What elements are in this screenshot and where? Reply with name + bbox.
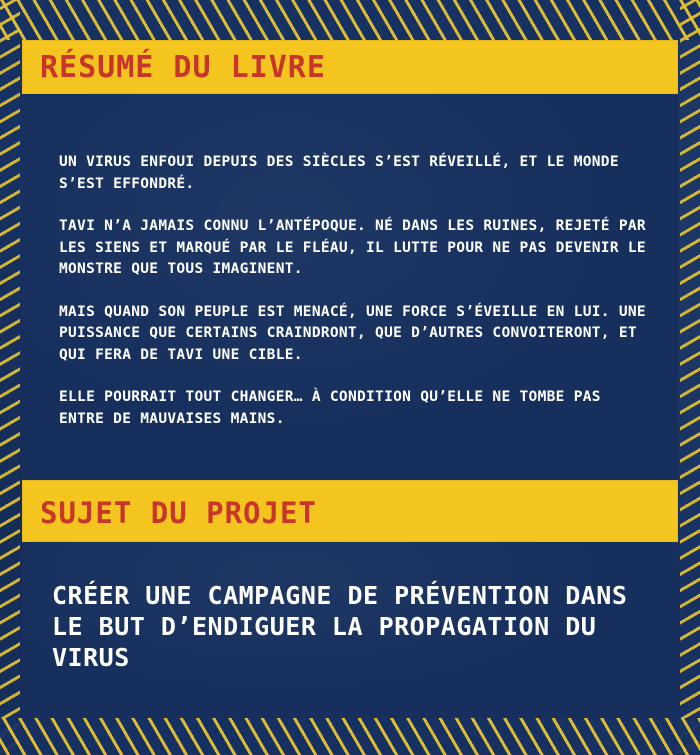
project-subject-header	[22, 480, 678, 542]
decorative-border-left	[0, 0, 20, 755]
project-subject-title: SUJET DU PROJET	[40, 496, 317, 530]
summary-paragraph: MAIS QUAND SON PEUPLE EST MENACÉ, UNE FORCE S’ÉVEILLE EN LUI. UNE PUISSANCE QUE CERTAINS CRAINDRONT, QUE D’AUTRES CONVOITERONT, ET QUI FERA DE TAVI UNE CIBLE.	[59, 303, 646, 363]
summary-paragraph: TAVI N’A JAMAIS CONNU L’ANTÉPOQUE. NÉ DANS LES RUINES, REJETÉ PAR LES SIENS ET MARQUÉ PAR LE FLÉAU, IL LUTTE POUR NE PAS DEVENIR LE MONSTRE QUE TOUS IMAGINENT.	[59, 218, 646, 277]
summary-paragraph: UN VIRUS ENFOUI DEPUIS DES SIÈCLES S’EST RÉVEILLÉ, ET LE MONDE S’EST EFFONDRÉ.	[59, 154, 619, 192]
project-subject-text: CRÉER UNE CAMPAGNE DE PRÉVENTION DANS LE BUT D’ENDIGUER LA PROPAGATION DU VIRUS	[52, 581, 628, 672]
decorative-border-right	[680, 0, 700, 755]
decorative-border-top	[0, 0, 700, 40]
book-summary-section	[22, 40, 678, 480]
decorative-border-bottom	[0, 718, 700, 755]
book-summary-header	[22, 40, 678, 94]
project-subject-section	[22, 480, 678, 718]
summary-paragraph: ELLE POURRAIT TOUT CHANGER… À CONDITION QU’ELLE NE TOMBE PAS ENTRE DE MAUVAISES MAINS.	[59, 389, 601, 427]
book-summary-text	[59, 152, 649, 451]
book-summary-title: RÉSUMÉ DU LIVRE	[40, 50, 326, 85]
